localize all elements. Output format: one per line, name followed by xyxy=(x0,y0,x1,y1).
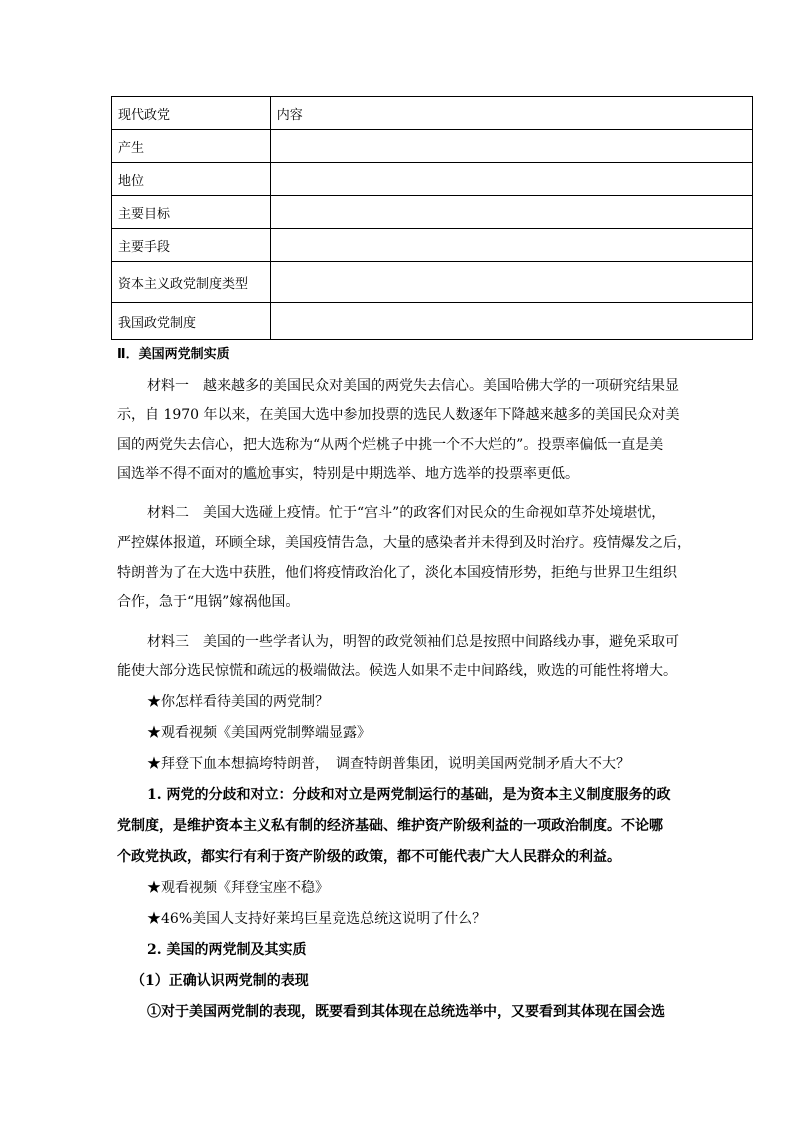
paragraph-line: 严控媒体报道，环顾全球，美国疫情告急，大量的感染者并未得到及时治疗。疫情爆发之后， xyxy=(117,535,691,551)
table-row-value xyxy=(270,196,752,229)
table-row xyxy=(112,163,753,196)
table-row-value xyxy=(270,130,752,163)
table-row-label: 主要手段 xyxy=(112,229,271,262)
table-row-value xyxy=(270,163,752,196)
table-row xyxy=(112,196,753,229)
question-line: ★观看视频《美国两党制弊端显露》 xyxy=(147,725,371,741)
table-row-label: 产生 xyxy=(112,130,271,163)
political-party-table xyxy=(111,96,753,340)
paragraph-line: 示，自 1970 年以来，在美国大选中参加投票的选民人数逐年下降越来越多的美国民众对美 xyxy=(117,407,680,423)
table-row-value xyxy=(270,229,752,262)
table-row xyxy=(112,229,753,262)
table-header-cell: 内容 xyxy=(270,97,752,130)
paragraph-line: 国的两党失去信心，把大选称为“从两个烂桃子中挑一个不大烂的”。投票率偏低一直是美 xyxy=(117,437,664,453)
table-row xyxy=(112,262,753,303)
question-line: ★你怎样看待美国的两党制？ xyxy=(147,694,329,710)
paragraph-line: 材料一 越来越多的美国民众对美国的两党失去信心。美国哈佛大学的一项研究结果显 xyxy=(147,378,679,394)
section-title: Ⅱ．美国两党制实质 xyxy=(117,347,230,362)
bold-paragraph-line: ①对于美国两党制的表现，既要看到其体现在总统选举中，又要看到其体现在国会选 xyxy=(147,1004,665,1020)
paragraph-line: 国选举不得不面对的尴尬事实，特别是中期选举、地方选举的投票率更低。 xyxy=(117,466,579,482)
paragraph-line: 能使大部分选民惊慌和疏远的极端做法。候选人如果不走中间路线，败选的可能性将增大。 xyxy=(117,663,677,679)
table-row-label: 地位 xyxy=(112,163,271,196)
table-row-value xyxy=(270,303,752,340)
table-row-label: 我国政党制度 xyxy=(112,303,271,340)
table-row xyxy=(112,130,753,163)
paragraph-line: 合作，急于“甩锅”嫁祸他国。 xyxy=(117,594,300,610)
bold-paragraph-line: 1. 两党的分歧和对立：分歧和对立是两党制运行的基础，是为资本主义制度服务的政 xyxy=(147,787,671,803)
paragraph-line: 材料二 美国大选碰上疫情。忙于“宫斗”的政客们对民众的生命视如草芥处境堪忧， xyxy=(147,505,666,521)
question-line: ★46%美国人支持好莱坞巨星竞选总统这说明了什么？ xyxy=(147,911,487,927)
bold-paragraph-line: 个政党执政，都实行有利于资产阶级的政策，都不可能代表广大人民群众的利益。 xyxy=(117,849,621,865)
table-header-row xyxy=(112,97,753,130)
bold-paragraph-line: 党制度，是维护资本主义私有制的经济基础、维护资产阶级利益的一项政治制度。不论哪 xyxy=(117,818,663,834)
subheading: （1）正确认识两党制的表现 xyxy=(131,973,309,989)
table-row-label: 主要目标 xyxy=(112,196,271,229)
question-line: ★观看视频《拜登宝座不稳》 xyxy=(147,880,329,896)
table-row-value xyxy=(270,262,752,303)
subheading: 2. 美国的两党制及其实质 xyxy=(147,942,307,958)
table-row xyxy=(112,303,753,340)
paragraph-line: 材料三 美国的一些学者认为，明智的政党领袖们总是按照中间路线办事，避免采取可 xyxy=(147,634,679,650)
table-row-label: 资本主义政党制度类型 xyxy=(112,262,271,303)
paragraph-line: 特朗普为了在大选中获胜，他们将疫情政治化了，淡化本国疫情形势，拒绝与世界卫生组织 xyxy=(117,565,677,581)
table-header-cell: 现代政党 xyxy=(112,97,271,130)
question-line: ★拜登下血本想搞垮特朗普， 调查特朗普集团，说明美国两党制矛盾大不大？ xyxy=(147,756,630,772)
